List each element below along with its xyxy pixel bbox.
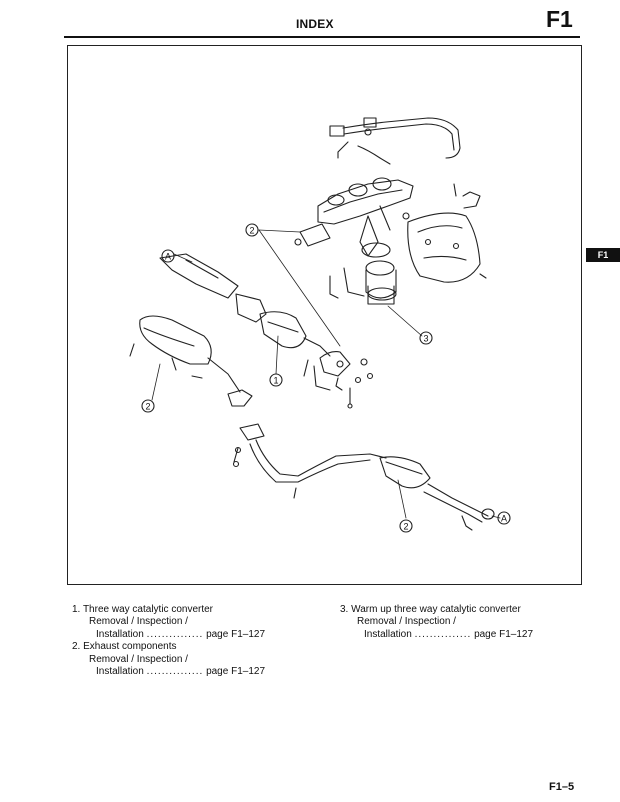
callout-3-label: 3	[423, 333, 429, 344]
legend-item-3-install	[340, 629, 533, 641]
legend-item-1-install	[72, 629, 265, 641]
leader-lines	[152, 230, 500, 518]
legend-item-2-number: 2.	[72, 641, 81, 653]
legend-item-1-dots: ...............	[146, 628, 204, 640]
legend-right-column	[340, 604, 533, 641]
legend-item-1-install-label: Installation	[96, 628, 144, 640]
tail-pipe-assembly	[234, 424, 494, 530]
exhaust-manifold	[295, 178, 413, 256]
legend-left-column	[72, 604, 265, 678]
header-divider	[64, 36, 580, 38]
legend-item-3-title	[340, 604, 533, 616]
heat-shield	[408, 184, 486, 282]
legend-item-2-page-ref: page F1–127	[206, 666, 266, 678]
legend-item-1-sub: Removal / Inspection /	[89, 616, 188, 628]
main-muffler-front	[130, 316, 252, 406]
legend-item-2-title	[72, 641, 265, 653]
legend-item-3-sub: Removal / Inspection /	[357, 616, 456, 628]
page-number: F1–5	[549, 781, 575, 793]
legend-item-2-text: Exhaust components	[83, 641, 177, 653]
exhaust-system-diagram	[67, 45, 582, 585]
callout-a-left-label: A	[164, 251, 172, 262]
legend-item-2-dots: ...............	[146, 666, 204, 678]
legend-item-1-text: Three way catalytic converter	[82, 604, 214, 615]
section-side-tab: F1	[586, 248, 620, 262]
legend-item-3-install-label: Installation	[364, 628, 412, 640]
warm-up-converter	[330, 243, 396, 304]
legend-item-3-number: 3.	[340, 604, 349, 615]
sensor-wiring	[330, 118, 460, 164]
callout-2-top-label: 2	[249, 225, 255, 236]
callout-a-right-label: A	[500, 513, 508, 524]
legend-item-2-sub: Removal / Inspection /	[89, 653, 188, 665]
legend-item-3-page-ref: page F1–127	[474, 628, 534, 640]
page-header-title: INDEX	[296, 17, 334, 31]
hardware-bolts	[234, 359, 373, 467]
callout-2-left-label: 2	[145, 401, 151, 412]
callout-2-bottom-label: 2	[403, 521, 409, 532]
legend-item-3-dots: ...............	[414, 628, 472, 640]
catalytic-converter	[160, 251, 350, 390]
legend-item-2-install	[72, 666, 265, 678]
legend-item-2-install-label: Installation	[96, 666, 144, 678]
section-code: F1	[546, 6, 573, 32]
callout-1-label: 1	[273, 375, 279, 386]
legend-item-3-text: Warm up three way catalytic converter	[351, 604, 521, 615]
exhaust-diagram-drawing	[68, 46, 583, 586]
legend-item-1-title	[72, 604, 265, 616]
legend-item-1-page-ref: page F1–127	[206, 628, 266, 640]
legend-item-1-number: 1.	[72, 604, 81, 615]
